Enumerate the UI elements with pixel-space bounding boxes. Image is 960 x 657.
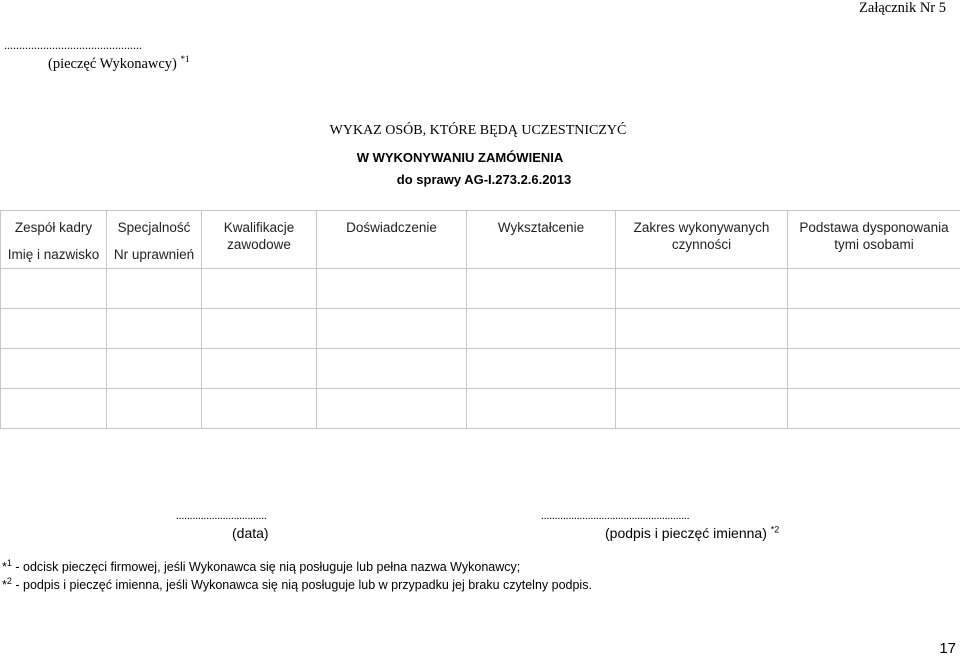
page-number: 17 <box>939 640 956 657</box>
column-header-qualifications: Kwalifikacje zawodowe <box>202 211 317 269</box>
table-cell[interactable] <box>202 349 317 389</box>
table-cell[interactable] <box>1 309 107 349</box>
date-label: (data) <box>232 525 269 541</box>
table-cell[interactable] <box>616 349 788 389</box>
stamp-dots: .............................................. <box>4 38 142 53</box>
table-header-row <box>1 211 960 269</box>
table-cell[interactable] <box>107 389 202 429</box>
table-cell[interactable] <box>616 389 788 429</box>
table-cell[interactable] <box>202 269 317 309</box>
table-cell[interactable] <box>317 309 467 349</box>
stamp-label-text: (pieczęć Wykonawcy) <box>48 56 177 72</box>
table-row <box>1 309 960 349</box>
column-header-experience: Doświadczenie <box>317 211 467 269</box>
table-cell[interactable] <box>467 269 616 309</box>
table-cell[interactable] <box>1 269 107 309</box>
stamp-label <box>48 56 190 73</box>
document-title-line3: do sprawy AG-I.273.2.6.2013 <box>0 172 960 187</box>
signature-footnote-ref: *2 <box>771 524 780 534</box>
footnote-1: *$^1$ - odcisk pieczęci firmowej, jeśli Wykonawca się nią posługuje lub pełna nazwa Wykonawcy; <box>2 560 520 574</box>
table-cell[interactable] <box>788 389 960 429</box>
signature-label <box>605 525 779 541</box>
stamp-footnote-ref: *1 <box>181 54 190 64</box>
table-row <box>1 269 960 309</box>
column-header-education: Wykształcenie <box>467 211 616 269</box>
column-header-scope: Zakres wykonywanych czynności <box>616 211 788 269</box>
table-cell[interactable] <box>788 269 960 309</box>
annex-label: Załącznik Nr 5 <box>859 0 946 17</box>
table-cell[interactable] <box>467 309 616 349</box>
column-header-specialty: Specjalność Nr uprawnień <box>107 211 202 269</box>
persons-table <box>0 210 960 429</box>
date-dots: ................................. <box>176 510 267 522</box>
table-cell[interactable] <box>317 349 467 389</box>
table-cell[interactable] <box>616 269 788 309</box>
table-row <box>1 349 960 389</box>
table-cell[interactable] <box>467 389 616 429</box>
table-cell[interactable] <box>467 349 616 389</box>
table-cell[interactable] <box>616 309 788 349</box>
column-header-basis: Podstawa dysponowania tymi osobami <box>788 211 960 269</box>
table-cell[interactable] <box>202 309 317 349</box>
signature-label-text: (podpis i pieczęć imienna) <box>605 525 767 541</box>
footnote-2: *$^2$ - podpis i pieczęć imienna, jeśli Wykonawca się nią posługuje lub w przypadku jej braku czytelny podpis. <box>2 578 592 592</box>
table-cell[interactable] <box>317 269 467 309</box>
table-cell[interactable] <box>1 389 107 429</box>
table-row <box>1 389 960 429</box>
column-header-staff: Zespół kadry Imię i nazwisko <box>1 211 107 269</box>
signature-dots: ...................................................... <box>541 510 690 522</box>
document-title-line2: W WYKONYWANIU ZAMÓWIENIA <box>0 150 960 165</box>
table-cell[interactable] <box>202 389 317 429</box>
table-cell[interactable] <box>107 309 202 349</box>
document-title-line1: WYKAZ OSÓB, KTÓRE BĘDĄ UCZESTNICZYĆ <box>0 123 960 139</box>
table-cell[interactable] <box>317 389 467 429</box>
table-cell[interactable] <box>788 309 960 349</box>
table-cell[interactable] <box>107 269 202 309</box>
table-cell[interactable] <box>107 349 202 389</box>
table-cell[interactable] <box>1 349 107 389</box>
table-cell[interactable] <box>788 349 960 389</box>
